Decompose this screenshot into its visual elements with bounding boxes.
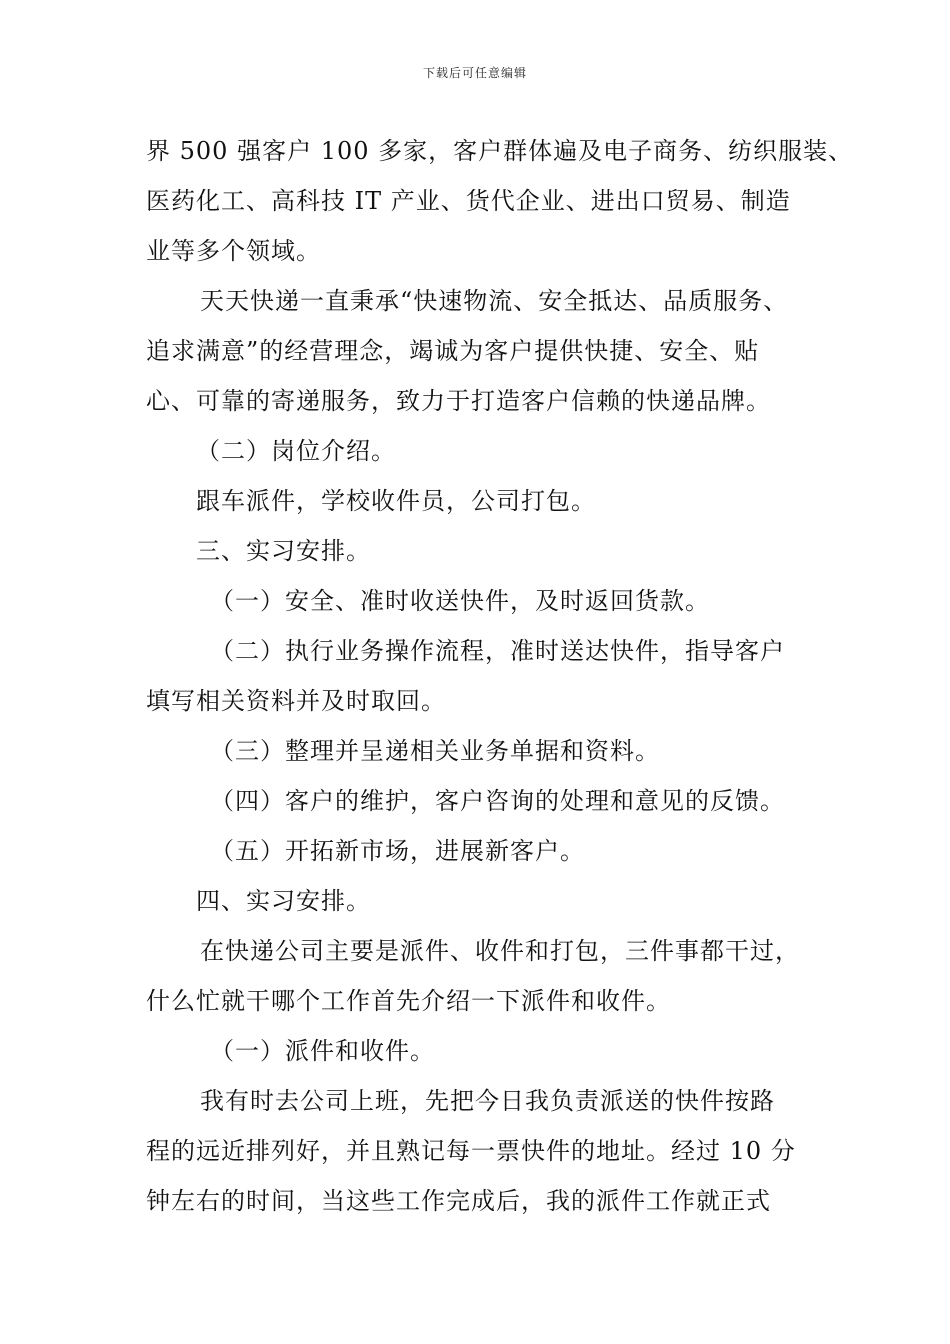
text-line: 界 500 强客户 100 多家，客户群体遍及电子商务、纺织服装、 <box>146 137 854 165</box>
document-body <box>146 126 854 1226</box>
text-line: 心、可靠的寄递服务，致力于打造客户信赖的快递品牌。 <box>146 387 771 415</box>
paragraph-first-line: 天天快递一直秉承“快速物流、安全抵达、品质服务、 <box>200 287 789 315</box>
paragraph-first-line: 我有时去公司上班，先把今日我负责派送的快件按路 <box>200 1087 775 1115</box>
page-header: 下载后可任意编辑 <box>422 66 527 80</box>
paragraph-first-line: 跟车派件，学校收件员，公司打包。 <box>196 487 596 515</box>
section-heading: 三、实习安排。 <box>196 537 371 565</box>
section-heading: （二）岗位介绍。 <box>196 437 396 465</box>
list-item: （一）安全、准时收送快件，及时返回货款。 <box>210 587 710 615</box>
text-line: 医药化工、高科技 IT 产业、货代企业、进出口贸易、制造 <box>146 187 791 215</box>
text-line: 什么忙就干哪个工作首先介绍一下派件和收件。 <box>146 987 671 1015</box>
section-heading: 四、实习安排。 <box>196 887 371 915</box>
text-line: 追求满意”的经营理念，竭诚为客户提供快捷、安全、贴 <box>146 337 760 365</box>
section-heading: （一）派件和收件。 <box>210 1037 435 1065</box>
list-item: （四）客户的维护，客户咨询的处理和意见的反馈。 <box>210 787 785 815</box>
text-line: 钟左右的时间，当这些工作完成后，我的派件工作就正式 <box>146 1187 771 1215</box>
paragraph-first-line: 在快递公司主要是派件、收件和打包，三件事都干过， <box>200 937 800 965</box>
text-line: 填写相关资料并及时取回。 <box>146 687 446 715</box>
list-item: （三）整理并呈递相关业务单据和资料。 <box>210 737 660 765</box>
text-line: 程的远近排列好，并且熟记每一票快件的地址。经过 10 分 <box>146 1137 796 1165</box>
list-item: （五）开拓新市场，进展新客户。 <box>210 837 585 865</box>
list-item: （二）执行业务操作流程，准时送达快件，指导客户 <box>210 637 785 665</box>
text-line: 业等多个领域。 <box>146 237 321 265</box>
